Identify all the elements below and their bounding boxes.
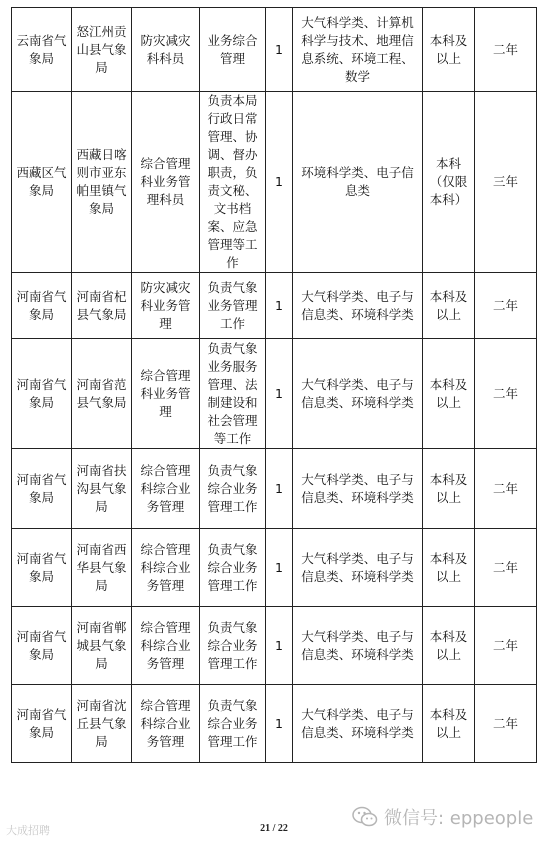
duty-cell: 业务综合管理 bbox=[200, 8, 266, 92]
duty-cell: 负责气象综合业务管理工作 bbox=[200, 529, 266, 607]
count-cell: 1 bbox=[266, 685, 293, 763]
watermark-right bbox=[352, 804, 533, 830]
education-cell: 本科及以上 bbox=[423, 607, 475, 685]
dept-cell: 河南省气象局 bbox=[12, 607, 72, 685]
years-cell: 二年 bbox=[475, 339, 537, 449]
years-cell: 二年 bbox=[475, 8, 537, 92]
position-cell: 防灾减灾科科员 bbox=[132, 8, 200, 92]
position-cell: 综合管理科综合业务管理 bbox=[132, 607, 200, 685]
dept-cell: 河南省气象局 bbox=[12, 685, 72, 763]
duty-cell: 负责气象业务管理工作 bbox=[200, 273, 266, 339]
unit-cell: 怒江州贡山县气象局 bbox=[72, 8, 132, 92]
count-cell: 1 bbox=[266, 92, 293, 273]
position-cell: 防灾减灾科业务管理 bbox=[132, 273, 200, 339]
education-cell: 本科及以上 bbox=[423, 529, 475, 607]
position-cell: 综合管理科业务管理 bbox=[132, 339, 200, 449]
table-row bbox=[12, 273, 537, 339]
major-cell: 大气科学类、计算机科学与技术、地理信息系统、环境工程、数学 bbox=[293, 8, 423, 92]
table-row bbox=[12, 339, 537, 449]
table-row bbox=[12, 685, 537, 763]
major-cell: 大气科学类、电子与信息类、环境科学类 bbox=[293, 273, 423, 339]
education-cell: 本科及以上 bbox=[423, 685, 475, 763]
education-cell: 本科及以上 bbox=[423, 273, 475, 339]
job-table-body bbox=[12, 8, 537, 763]
wechat-icon bbox=[352, 806, 378, 828]
unit-cell: 河南省扶沟县气象局 bbox=[72, 449, 132, 529]
years-cell: 二年 bbox=[475, 449, 537, 529]
years-cell: 二年 bbox=[475, 685, 537, 763]
dept-cell: 河南省气象局 bbox=[12, 339, 72, 449]
dept-cell: 河南省气象局 bbox=[12, 529, 72, 607]
position-cell: 综合管理科综合业务管理 bbox=[132, 529, 200, 607]
dept-cell: 河南省气象局 bbox=[12, 449, 72, 529]
count-cell: 1 bbox=[266, 273, 293, 339]
years-cell: 二年 bbox=[475, 529, 537, 607]
duty-cell: 负责气象业务服务管理、法制建设和社会管理等工作 bbox=[200, 339, 266, 449]
count-cell: 1 bbox=[266, 607, 293, 685]
major-cell: 环境科学类、电子信息类 bbox=[293, 92, 423, 273]
unit-cell: 河南省范县气象局 bbox=[72, 339, 132, 449]
education-cell: 本科（仅限本科） bbox=[423, 92, 475, 273]
unit-cell: 河南省杞县气象局 bbox=[72, 273, 132, 339]
education-cell: 本科及以上 bbox=[423, 8, 475, 92]
dept-cell: 云南省气象局 bbox=[12, 8, 72, 92]
unit-cell: 河南省沈丘县气象局 bbox=[72, 685, 132, 763]
table-row bbox=[12, 607, 537, 685]
table-row bbox=[12, 529, 537, 607]
major-cell: 大气科学类、电子与信息类、环境科学类 bbox=[293, 685, 423, 763]
education-cell: 本科及以上 bbox=[423, 449, 475, 529]
watermark-right-text: 微信号: eppeople bbox=[384, 808, 534, 829]
duty-cell: 负责气象综合业务管理工作 bbox=[200, 607, 266, 685]
page-number: 21 / 22 bbox=[260, 823, 288, 834]
duty-cell: 负责气象综合业务管理工作 bbox=[200, 449, 266, 529]
count-cell: 1 bbox=[266, 449, 293, 529]
count-cell: 1 bbox=[266, 529, 293, 607]
table-row bbox=[12, 449, 537, 529]
table-row bbox=[12, 92, 537, 273]
major-cell: 大气科学类、电子与信息类、环境科学类 bbox=[293, 339, 423, 449]
years-cell: 三年 bbox=[475, 92, 537, 273]
position-cell: 综合管理科综合业务管理 bbox=[132, 685, 200, 763]
years-cell: 二年 bbox=[475, 607, 537, 685]
major-cell: 大气科学类、电子与信息类、环境科学类 bbox=[293, 607, 423, 685]
table-row bbox=[12, 8, 537, 92]
major-cell: 大气科学类、电子与信息类、环境科学类 bbox=[293, 529, 423, 607]
education-cell: 本科及以上 bbox=[423, 339, 475, 449]
unit-cell: 河南省郸城县气象局 bbox=[72, 607, 132, 685]
unit-cell: 西藏日喀则市亚东帕里镇气象局 bbox=[72, 92, 132, 273]
dept-cell: 河南省气象局 bbox=[12, 273, 72, 339]
count-cell: 1 bbox=[266, 339, 293, 449]
unit-cell: 河南省西华县气象局 bbox=[72, 529, 132, 607]
duty-cell: 负责本局行政日常管理、协调、督办职责，负责文秘、文书档案、应急管理等工作 bbox=[200, 92, 266, 273]
count-cell: 1 bbox=[266, 8, 293, 92]
years-cell: 二年 bbox=[475, 273, 537, 339]
dept-cell: 西藏区气象局 bbox=[12, 92, 72, 273]
watermark-left: 大成招聘 bbox=[6, 824, 50, 837]
major-cell: 大气科学类、电子与信息类、环境科学类 bbox=[293, 449, 423, 529]
position-cell: 综合管理科业务管理科员 bbox=[132, 92, 200, 273]
position-cell: 综合管理科综合业务管理 bbox=[132, 449, 200, 529]
duty-cell: 负责气象综合业务管理工作 bbox=[200, 685, 266, 763]
job-table bbox=[11, 7, 537, 763]
